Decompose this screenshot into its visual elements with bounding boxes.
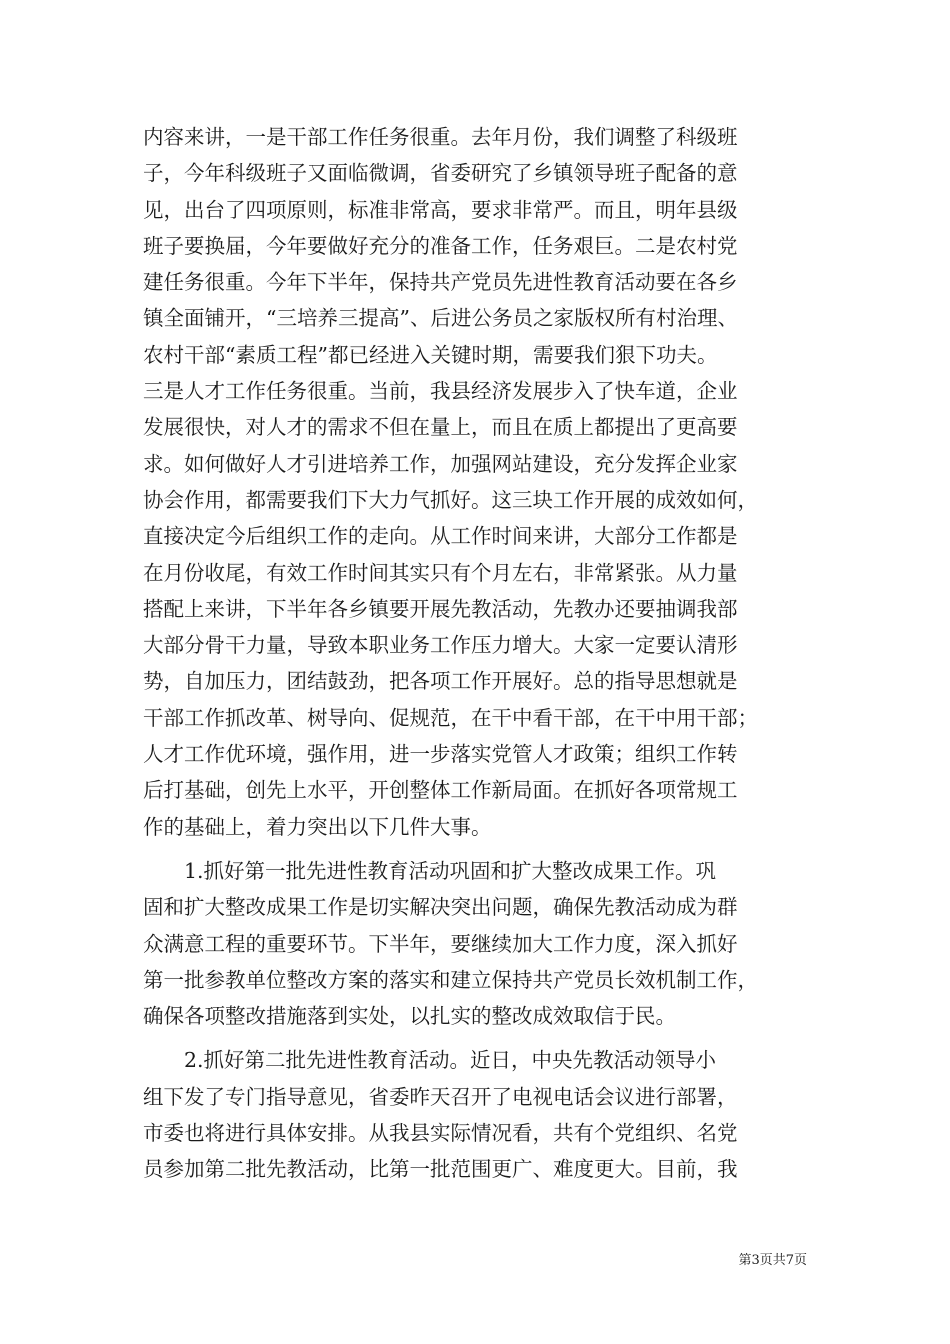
- text-line: 直接决定今后组织工作的走向。从工作时间来讲，大部分工作都是: [143, 524, 738, 549]
- text-line: 市委也将进行具体安排。从我县实际情况看，共有个党组织、名党: [143, 1121, 738, 1146]
- text-line: 子，今年科级班子又面临微调，省委研究了乡镇领导班子配备的意: [143, 161, 738, 186]
- text-line: 第一批参教单位整改方案的落实和建立保持共产党员长效机制工作，: [143, 967, 758, 992]
- text-line: 农村干部“素质工程”都已经进入关键时期，需要我们狠下功夫。: [143, 342, 718, 367]
- text-line: 见，出台了四项原则，标准非常高，要求非常严。而且，明年县级: [143, 197, 738, 222]
- text-line: 作的基础上，着力突出以下几件大事。: [143, 814, 492, 839]
- text-line: 员参加第二批先教活动，比第一批范围更广、难度更大。目前，我: [143, 1157, 738, 1182]
- text-line: 干部工作抓改革、树导向、促规范，在干中看干部，在干中用干部；: [143, 705, 758, 730]
- text-line: 三是人才工作任务很重。当前，我县经济发展步入了快车道，企业: [143, 379, 738, 404]
- text-line: 组下发了专门指导意见，省委昨天召开了电视电话会议进行部署，: [143, 1084, 738, 1109]
- text-line: 班子要换届，今年要做好充分的准备工作，任务艰巨。二是农村党: [143, 233, 738, 258]
- text-line: 1.抓好第一批先进性教育活动巩固和扩大整改成果工作。巩: [143, 858, 717, 883]
- text-line: 确保各项整改措施落到实处，以扎实的整改成效取信于民。: [143, 1004, 676, 1029]
- text-line: 镇全面铺开，“三培养三提高”、后进公务员之家版权所有村治理、: [143, 306, 738, 331]
- text-line: 2.抓好第二批先进性教育活动。近日，中央先教活动领导小: [143, 1048, 717, 1073]
- text-line: 大部分骨干力量，导致本职业务工作压力增大。大家一定要认清形: [143, 633, 738, 658]
- text-line: 协会作用，都需要我们下大力气抓好。这三块工作开展的成效如何，: [143, 487, 758, 512]
- text-line: 固和扩大整改成果工作是切实解决突出问题，确保先教活动成为群: [143, 895, 738, 920]
- text-line: 势，自加压力，团结鼓劲，把各项工作开展好。总的指导思想就是: [143, 669, 738, 694]
- text-line: 人才工作优环境，强作用，进一步落实党管人才政策；组织工作转: [143, 742, 738, 767]
- page-number: 第3页共7页: [738, 1253, 807, 1268]
- text-line: 建任务很重。今年下半年，保持共产党员先进性教育活动要在各乡: [143, 270, 738, 295]
- text-line: 搭配上来讲，下半年各乡镇要开展先教活动，先教办还要抽调我部: [143, 596, 738, 621]
- text-line: 求。如何做好人才引进培养工作，加强网站建设，充分发挥企业家: [143, 451, 738, 476]
- text-line: 内容来讲，一是干部工作任务很重。去年月份，我们调整了科级班: [143, 125, 738, 149]
- document-body: [143, 119, 807, 1188]
- paragraph-2: [143, 853, 807, 1034]
- text-line: 众满意工程的重要环节。下半年，要继续加大工作力度，深入抓好: [143, 931, 738, 956]
- text-line: 在月份收尾，有效工作时间其实只有个月左右，非常紧张。从力量: [143, 560, 738, 585]
- text-line: 发展很快，对人才的需求不但在量上，而且在质上都提出了更高要: [143, 415, 738, 440]
- text-line: 后打基础，创先上水平，开创整体工作新局面。在抓好各项常规工: [143, 778, 738, 803]
- paragraph-3: [143, 1042, 807, 1187]
- paragraph-1: [143, 119, 807, 845]
